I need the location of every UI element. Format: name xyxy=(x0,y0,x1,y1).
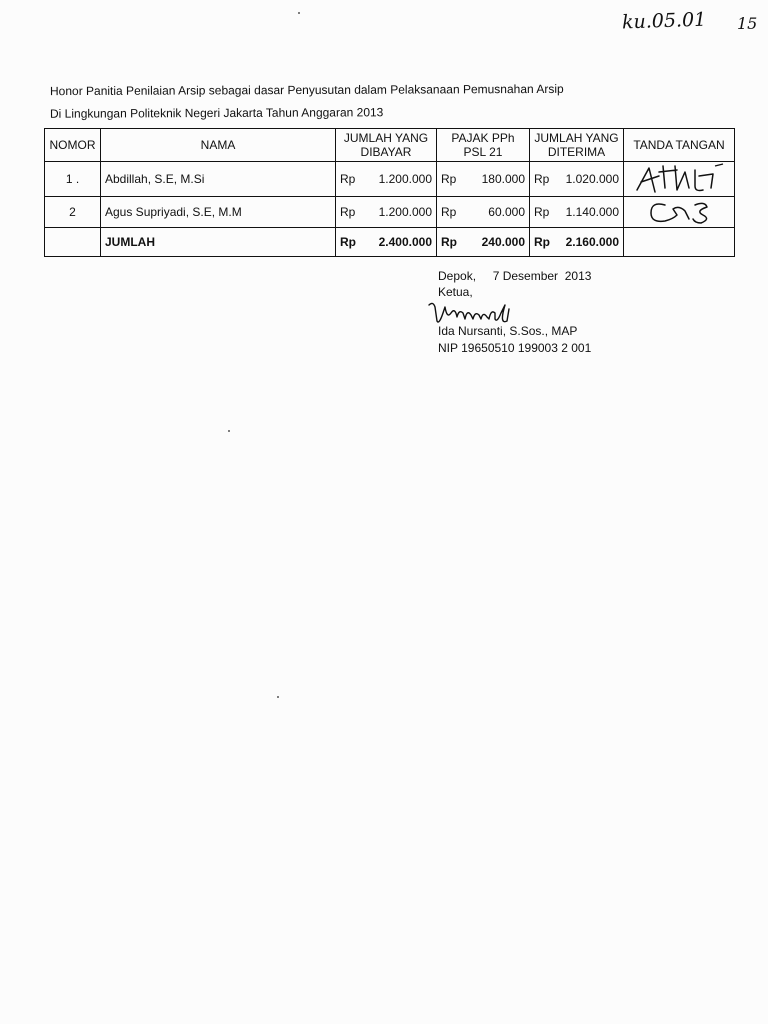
row-name: Agus Supriyadi, S.E, M.M xyxy=(101,197,336,228)
signer-nip: NIP 19650510 199003 2 001 xyxy=(438,341,592,355)
header-dibayar-line1: JUMLAH YANG xyxy=(343,131,429,145)
scan-speck xyxy=(277,696,279,698)
amount: 240.000 xyxy=(481,235,525,249)
scan-speck xyxy=(228,430,230,432)
currency-label: Rp xyxy=(340,235,356,249)
header-jumlah-diterima xyxy=(530,129,624,162)
row-pajak xyxy=(437,197,530,228)
header-diterima-line2: DITERIMA xyxy=(547,145,606,159)
amount: 1.200.000 xyxy=(378,205,432,219)
total-label: JUMLAH xyxy=(101,228,336,257)
header-pajak-line2: PSL 21 xyxy=(463,145,503,159)
amount: 1.020.000 xyxy=(565,172,619,186)
currency-label: Rp xyxy=(534,205,550,219)
amount: 2.160.000 xyxy=(565,235,619,249)
table-row xyxy=(45,162,735,197)
row-number: 1 . xyxy=(45,162,101,197)
amount: 1.200.000 xyxy=(378,172,432,186)
head-handwritten-signature xyxy=(425,299,525,327)
document-title-line-1: Honor Panitia Penilaian Arsip sebagai dasar Penyusutan dalam Pelaksanaan Pemusnahan Arsip xyxy=(49,81,564,99)
table-header-row xyxy=(45,129,735,162)
signature-2-cell xyxy=(624,197,735,228)
row-diterima xyxy=(530,162,624,197)
handwritten-signature-2 xyxy=(629,197,729,227)
currency-label: Rp xyxy=(340,172,356,186)
header-diterima-line1: JUMLAH YANG xyxy=(534,131,619,145)
header-pajak-line1: PAJAK PPh xyxy=(451,131,515,145)
amount: 180.000 xyxy=(481,172,525,186)
signer-name: Ida Nursanti, S.Sos., MAP xyxy=(438,324,578,338)
row-dibayar xyxy=(336,197,437,228)
row-dibayar xyxy=(336,162,437,197)
total-signature-empty xyxy=(624,228,735,257)
signature-1-cell xyxy=(624,162,735,197)
handwritten-signature-1 xyxy=(629,162,729,196)
amount: 2.400.000 xyxy=(378,235,432,249)
document-title-line-2: Di Lingkungan Politeknik Negeri Jakarta Tahun Anggaran 2013 xyxy=(49,105,384,121)
reference-code: ku.05.01 xyxy=(621,8,707,34)
place-date: Depok, 7 Desember 2013 xyxy=(438,269,592,283)
header-tanda-tangan: TANDA TANGAN xyxy=(624,129,735,162)
currency-label: Rp xyxy=(534,172,550,186)
row-diterima xyxy=(530,197,624,228)
total-empty-cell xyxy=(45,228,101,257)
honor-table xyxy=(44,128,735,257)
signer-role: Ketua, xyxy=(438,285,473,299)
row-name: Abdillah, S.E, M.Si xyxy=(101,162,336,197)
currency-label: Rp xyxy=(441,205,457,219)
header-dibayar-line2: DIBAYAR xyxy=(360,145,412,159)
currency-label: Rp xyxy=(441,235,457,249)
header-nomor: NOMOR xyxy=(45,129,101,162)
amount: 60.000 xyxy=(488,205,525,219)
currency-label: Rp xyxy=(340,205,356,219)
total-pajak xyxy=(437,228,530,257)
header-pajak xyxy=(437,129,530,162)
page-mark: 15 xyxy=(737,14,758,33)
currency-label: Rp xyxy=(441,172,457,186)
row-pajak xyxy=(437,162,530,197)
row-number: 2 xyxy=(45,197,101,228)
header-jumlah-dibayar xyxy=(336,129,437,162)
table-total-row xyxy=(45,228,735,257)
total-dibayar xyxy=(336,228,437,257)
currency-label: Rp xyxy=(534,235,550,249)
header-nama: NAMA xyxy=(101,129,336,162)
amount: 1.140.000 xyxy=(565,205,619,219)
table-row xyxy=(45,197,735,228)
scan-speck xyxy=(298,12,300,14)
total-diterima xyxy=(530,228,624,257)
